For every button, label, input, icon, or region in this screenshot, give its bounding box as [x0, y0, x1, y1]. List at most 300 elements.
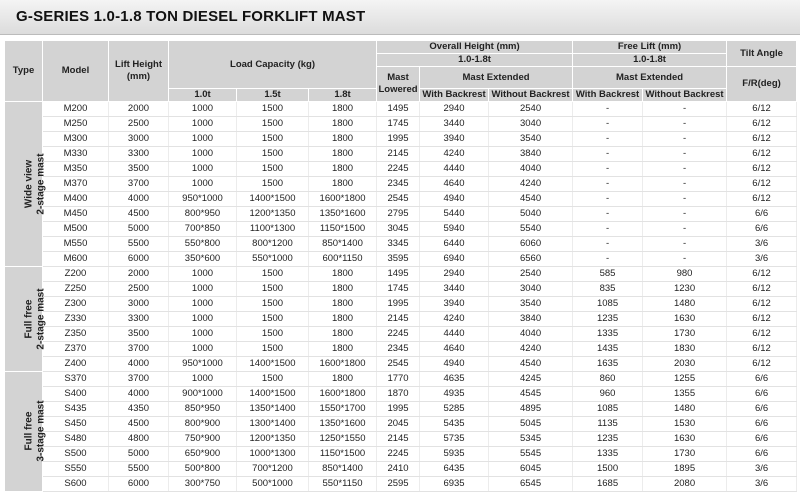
table-cell: 700*1200: [237, 462, 309, 477]
table-cell: 3700: [109, 177, 169, 192]
table-cell: 1500: [237, 132, 309, 147]
table-cell: 1745: [377, 117, 420, 132]
table-cell: 1495: [377, 267, 420, 282]
table-cell: 6/6: [727, 417, 797, 432]
table-cell: 1745: [377, 282, 420, 297]
table-row: [5, 327, 797, 342]
table-cell: 6045: [489, 462, 573, 477]
table-cell: 750*900: [169, 432, 237, 447]
table-cell: 1200*1350: [237, 432, 309, 447]
table-cell: 6/12: [727, 357, 797, 372]
table-cell: 1000: [169, 102, 237, 117]
table-row: [5, 387, 797, 402]
type-group-label: [5, 372, 47, 492]
table-cell: Z300: [43, 297, 109, 312]
table-cell: 1500: [237, 312, 309, 327]
table-cell: 2500: [109, 282, 169, 297]
table-cell: 500*1000: [237, 477, 309, 492]
table-row: [5, 222, 797, 237]
table-cell: M450: [43, 207, 109, 222]
table-cell: 1480: [643, 402, 727, 417]
header-lift-height: [109, 41, 169, 102]
table-cell: 1630: [643, 312, 727, 327]
type-group-text: [24, 153, 48, 214]
table-cell: 2245: [377, 162, 420, 177]
table-row: [5, 117, 797, 132]
table-row: [5, 237, 797, 252]
header-load-capacity: Load Capacity (kg): [169, 41, 377, 89]
header-mast-lowered: [377, 67, 420, 102]
type-group-line-2: 2-stage mast: [35, 152, 47, 215]
table-cell: 1085: [573, 402, 643, 417]
table-cell: 2345: [377, 342, 420, 357]
table-cell: 600*1150: [309, 252, 377, 267]
table-cell: 6/12: [727, 162, 797, 177]
table-cell: 3040: [489, 282, 573, 297]
header-type: Type: [5, 41, 43, 102]
table-cell: 3000: [109, 297, 169, 312]
table-cell: 1800: [309, 267, 377, 282]
table-cell: M500: [43, 222, 109, 237]
table-cell: 4500: [109, 417, 169, 432]
table-row: [5, 177, 797, 192]
table-cell: 960: [573, 387, 643, 402]
table-cell: 1500: [237, 327, 309, 342]
table-cell: 860: [573, 372, 643, 387]
table-cell: 1255: [643, 372, 727, 387]
table-row: [5, 267, 797, 282]
table-cell: 950*1000: [169, 192, 237, 207]
table-cell: 3595: [377, 252, 420, 267]
table-cell: 4240: [489, 342, 573, 357]
table-cell: 3000: [109, 132, 169, 147]
table-row: [5, 102, 797, 117]
table-cell: 500*800: [169, 462, 237, 477]
table-cell: 1685: [573, 477, 643, 492]
table-cell: -: [573, 222, 643, 237]
table-cell: M250: [43, 117, 109, 132]
table-cell: 850*950: [169, 402, 237, 417]
table-cell: 1800: [309, 147, 377, 162]
table-cell: Z250: [43, 282, 109, 297]
table-cell: 1250*1550: [309, 432, 377, 447]
table-row: [5, 132, 797, 147]
table-cell: 5435: [420, 417, 489, 432]
table-cell: 4800: [109, 432, 169, 447]
table-cell: -: [643, 252, 727, 267]
table-cell: 5045: [489, 417, 573, 432]
table-cell: 2030: [643, 357, 727, 372]
table-cell: 6060: [489, 237, 573, 252]
table-cell: 6440: [420, 237, 489, 252]
table-cell: 4000: [109, 387, 169, 402]
table-cell: 3440: [420, 282, 489, 297]
type-group-label: [5, 267, 47, 372]
table-cell: 4635: [420, 372, 489, 387]
table-cell: 4000: [109, 357, 169, 372]
table-cell: 800*1200: [237, 237, 309, 252]
table-cell: 1800: [309, 177, 377, 192]
table-cell: S435: [43, 402, 109, 417]
table-cell: 1000: [169, 267, 237, 282]
table-cell: 6/12: [727, 342, 797, 357]
table-cell: 6/12: [727, 267, 797, 282]
table-cell: 1100*1300: [237, 222, 309, 237]
table-cell: 1500: [237, 117, 309, 132]
type-group-text: [24, 288, 48, 349]
table-row: [5, 432, 797, 447]
table-cell: 3/6: [727, 252, 797, 267]
table-row: [5, 447, 797, 462]
table-cell: 1480: [643, 297, 727, 312]
table-cell: 1800: [309, 342, 377, 357]
table-cell: 1150*1500: [309, 447, 377, 462]
table-cell: 550*1150: [309, 477, 377, 492]
table-cell: 5735: [420, 432, 489, 447]
table-cell: 835: [573, 282, 643, 297]
type-group-line-1: Full free: [23, 411, 35, 451]
table-cell: 1895: [643, 462, 727, 477]
table-cell: -: [643, 237, 727, 252]
table-cell: 2795: [377, 207, 420, 222]
table-cell: 2145: [377, 147, 420, 162]
table-cell: 1350*1400: [237, 402, 309, 417]
table-cell: Z330: [43, 312, 109, 327]
table-cell: -: [643, 192, 727, 207]
table-cell: 2540: [489, 267, 573, 282]
table-cell: 2545: [377, 357, 420, 372]
table-cell: 3540: [489, 297, 573, 312]
table-cell: 550*800: [169, 237, 237, 252]
table-cell: 6/12: [727, 147, 797, 162]
table-cell: 1000: [169, 117, 237, 132]
table-cell: 1995: [377, 132, 420, 147]
table-cell: M200: [43, 102, 109, 117]
table-cell: M350: [43, 162, 109, 177]
table-cell: 700*850: [169, 222, 237, 237]
table-cell: 1400*1500: [237, 192, 309, 207]
table-cell: 5345: [489, 432, 573, 447]
table-cell: 1235: [573, 432, 643, 447]
table-row: [5, 462, 797, 477]
table-cell: 4500: [109, 207, 169, 222]
table-cell: 3540: [489, 132, 573, 147]
table-cell: 950*1000: [169, 357, 237, 372]
table-cell: 1000*1300: [237, 447, 309, 462]
table-row: [5, 252, 797, 267]
table-cell: 2345: [377, 177, 420, 192]
table-cell: 5500: [109, 237, 169, 252]
table-cell: 6/6: [727, 372, 797, 387]
table-row: [5, 147, 797, 162]
header-tilt-unit: F/R(deg): [727, 67, 797, 102]
table-cell: 3345: [377, 237, 420, 252]
table-cell: 1995: [377, 297, 420, 312]
table-cell: 1355: [643, 387, 727, 402]
table-cell: 1800: [309, 297, 377, 312]
header-cap-1-5t: 1.5t: [237, 89, 309, 102]
table-cell: -: [573, 252, 643, 267]
table-cell: 1770: [377, 372, 420, 387]
table-cell: 6/12: [727, 117, 797, 132]
table-cell: 3940: [420, 132, 489, 147]
table-cell: 800*950: [169, 207, 237, 222]
table-cell: 6435: [420, 462, 489, 477]
table-cell: 6/12: [727, 102, 797, 117]
table-cell: 6/12: [727, 177, 797, 192]
table-cell: -: [643, 162, 727, 177]
header-cap-1-0t: 1.0t: [169, 89, 237, 102]
table-cell: 6/12: [727, 282, 797, 297]
table-cell: 4540: [489, 357, 573, 372]
table-cell: S400: [43, 387, 109, 402]
table-cell: 6/12: [727, 297, 797, 312]
table-cell: 1600*1800: [309, 387, 377, 402]
table-cell: M370: [43, 177, 109, 192]
table-cell: 1995: [377, 402, 420, 417]
table-cell: 2545: [377, 192, 420, 207]
table-cell: 5000: [109, 222, 169, 237]
table-cell: 6940: [420, 252, 489, 267]
table-cell: 4640: [420, 177, 489, 192]
table-cell: 6560: [489, 252, 573, 267]
mast-spec-table: [4, 40, 797, 492]
table-cell: 350*600: [169, 252, 237, 267]
table-cell: 3/6: [727, 462, 797, 477]
table-cell: 2940: [420, 102, 489, 117]
header-model: Model: [43, 41, 109, 102]
table-cell: 1500: [237, 342, 309, 357]
table-cell: 2145: [377, 432, 420, 447]
table-cell: 1500: [237, 102, 309, 117]
table-cell: 1635: [573, 357, 643, 372]
table-cell: -: [573, 132, 643, 147]
table-cell: 6000: [109, 477, 169, 492]
table-cell: 1800: [309, 312, 377, 327]
table-row: [5, 477, 797, 492]
table-cell: 585: [573, 267, 643, 282]
table-cell: 1730: [643, 447, 727, 462]
table-cell: -: [643, 207, 727, 222]
table-cell: 650*900: [169, 447, 237, 462]
table-row: [5, 207, 797, 222]
table-cell: -: [643, 222, 727, 237]
table-cell: S370: [43, 372, 109, 387]
table-cell: -: [643, 147, 727, 162]
table-cell: 3/6: [727, 477, 797, 492]
header-cap-1-8t: 1.8t: [309, 89, 377, 102]
table-cell: 5545: [489, 447, 573, 462]
table-cell: -: [643, 132, 727, 147]
header-without-backrest: Without Backrest: [489, 89, 573, 102]
table-cell: -: [643, 177, 727, 192]
table-cell: 6545: [489, 477, 573, 492]
table-row: [5, 297, 797, 312]
table-cell: 1600*1800: [309, 357, 377, 372]
table-row: [5, 282, 797, 297]
table-cell: -: [573, 207, 643, 222]
table-cell: 5500: [109, 462, 169, 477]
table-cell: 5940: [420, 222, 489, 237]
table-cell: 1230: [643, 282, 727, 297]
table-cell: 800*900: [169, 417, 237, 432]
table-cell: 3440: [420, 117, 489, 132]
table-cell: 1335: [573, 447, 643, 462]
table-cell: Z200: [43, 267, 109, 282]
table-cell: 1000: [169, 177, 237, 192]
table-cell: 850*1400: [309, 237, 377, 252]
table-row: [5, 402, 797, 417]
table-cell: -: [573, 102, 643, 117]
table-cell: M550: [43, 237, 109, 252]
table-cell: 3840: [489, 147, 573, 162]
table-cell: 1085: [573, 297, 643, 312]
table-cell: 6/6: [727, 402, 797, 417]
table-cell: S550: [43, 462, 109, 477]
table-cell: S600: [43, 477, 109, 492]
type-group-line-1: Full free: [23, 299, 35, 338]
table-cell: M330: [43, 147, 109, 162]
header-lift-height-label: Lift Height: [115, 59, 162, 70]
table-cell: 1000: [169, 297, 237, 312]
table-cell: -: [573, 177, 643, 192]
table-cell: 1500: [237, 162, 309, 177]
table-cell: 1000: [169, 132, 237, 147]
table-cell: M600: [43, 252, 109, 267]
table-cell: 1500: [237, 267, 309, 282]
table-cell: 6/12: [727, 312, 797, 327]
table-cell: -: [643, 117, 727, 132]
table-cell: 3840: [489, 312, 573, 327]
table-cell: 550*1000: [237, 252, 309, 267]
table-cell: 1350*1600: [309, 417, 377, 432]
table-cell: 3300: [109, 147, 169, 162]
table-cell: 4935: [420, 387, 489, 402]
header-free-without-backrest: Without Backrest: [643, 89, 727, 102]
table-cell: 3700: [109, 372, 169, 387]
table-cell: 2080: [643, 477, 727, 492]
header-overall-height: Overall Height (mm): [377, 41, 573, 54]
table-cell: 2000: [109, 267, 169, 282]
table-cell: S480: [43, 432, 109, 447]
table-cell: 6/6: [727, 207, 797, 222]
table-cell: 2940: [420, 267, 489, 282]
table-cell: 1870: [377, 387, 420, 402]
header-free-mast-extended: Mast Extended: [573, 67, 727, 89]
table-cell: 1400*1500: [237, 387, 309, 402]
table-cell: 5540: [489, 222, 573, 237]
table-cell: 4240: [420, 147, 489, 162]
table-cell: 2045: [377, 417, 420, 432]
table-cell: 1000: [169, 327, 237, 342]
table-cell: 1500: [237, 372, 309, 387]
table-cell: 2595: [377, 477, 420, 492]
table-cell: 3500: [109, 327, 169, 342]
table-cell: 1300*1400: [237, 417, 309, 432]
table-cell: 5440: [420, 207, 489, 222]
table-cell: 980: [643, 267, 727, 282]
table-cell: -: [573, 162, 643, 177]
table-cell: 1235: [573, 312, 643, 327]
table-cell: 1000: [169, 372, 237, 387]
table-cell: 6/6: [727, 387, 797, 402]
table-cell: 1800: [309, 117, 377, 132]
type-group-line-1: Wide view: [23, 159, 35, 208]
table-cell: -: [573, 147, 643, 162]
table-cell: Z350: [43, 327, 109, 342]
table-cell: 1335: [573, 327, 643, 342]
table-cell: 2145: [377, 312, 420, 327]
table-cell: 1530: [643, 417, 727, 432]
table-cell: 1830: [643, 342, 727, 357]
table-cell: 2540: [489, 102, 573, 117]
table-cell: 5000: [109, 447, 169, 462]
table-cell: 4940: [420, 192, 489, 207]
header-free-range: 1.0-1.8t: [573, 54, 727, 67]
table-cell: 6/6: [727, 432, 797, 447]
table-cell: -: [573, 117, 643, 132]
table-row: [5, 192, 797, 207]
table-cell: 4240: [489, 177, 573, 192]
table-cell: 1495: [377, 102, 420, 117]
header-mast-extended: Mast Extended: [420, 67, 573, 89]
table-row: [5, 312, 797, 327]
type-group-line-2: 3-stage mast: [35, 400, 47, 462]
table-cell: 4940: [420, 357, 489, 372]
table-row: [5, 417, 797, 432]
header-free-lift: Free Lift (mm): [573, 41, 727, 54]
table-cell: 6/12: [727, 132, 797, 147]
table-cell: 1150*1500: [309, 222, 377, 237]
table-cell: 1630: [643, 432, 727, 447]
table-cell: 2000: [109, 102, 169, 117]
table-cell: M300: [43, 132, 109, 147]
table-cell: 5285: [420, 402, 489, 417]
table-cell: Z400: [43, 357, 109, 372]
page-title: G-SERIES 1.0-1.8 TON DIESEL FORKLIFT MAST: [16, 8, 366, 25]
table-cell: M400: [43, 192, 109, 207]
table-cell: 4440: [420, 327, 489, 342]
table-cell: 2245: [377, 327, 420, 342]
table-cell: 4350: [109, 402, 169, 417]
table-cell: 4895: [489, 402, 573, 417]
table-cell: 1500: [573, 462, 643, 477]
type-group-label: [5, 102, 47, 267]
table-cell: 2245: [377, 447, 420, 462]
table-cell: 1000: [169, 147, 237, 162]
table-cell: 900*1000: [169, 387, 237, 402]
table-cell: S500: [43, 447, 109, 462]
table-cell: 6935: [420, 477, 489, 492]
table-cell: 6/12: [727, 327, 797, 342]
table-cell: 4000: [109, 192, 169, 207]
table-cell: 2410: [377, 462, 420, 477]
table-cell: 1000: [169, 342, 237, 357]
type-group-text: [24, 400, 48, 461]
table-cell: 1500: [237, 147, 309, 162]
table-cell: 1000: [169, 162, 237, 177]
table-cell: 3/6: [727, 237, 797, 252]
header-with-backrest: With Backrest: [420, 89, 489, 102]
table-cell: 4040: [489, 162, 573, 177]
title-bar: [0, 0, 800, 35]
table-cell: 1500: [237, 297, 309, 312]
table-cell: 5040: [489, 207, 573, 222]
table-cell: 850*1400: [309, 462, 377, 477]
table-cell: -: [573, 192, 643, 207]
table-cell: 4640: [420, 342, 489, 357]
table-cell: 1730: [643, 327, 727, 342]
